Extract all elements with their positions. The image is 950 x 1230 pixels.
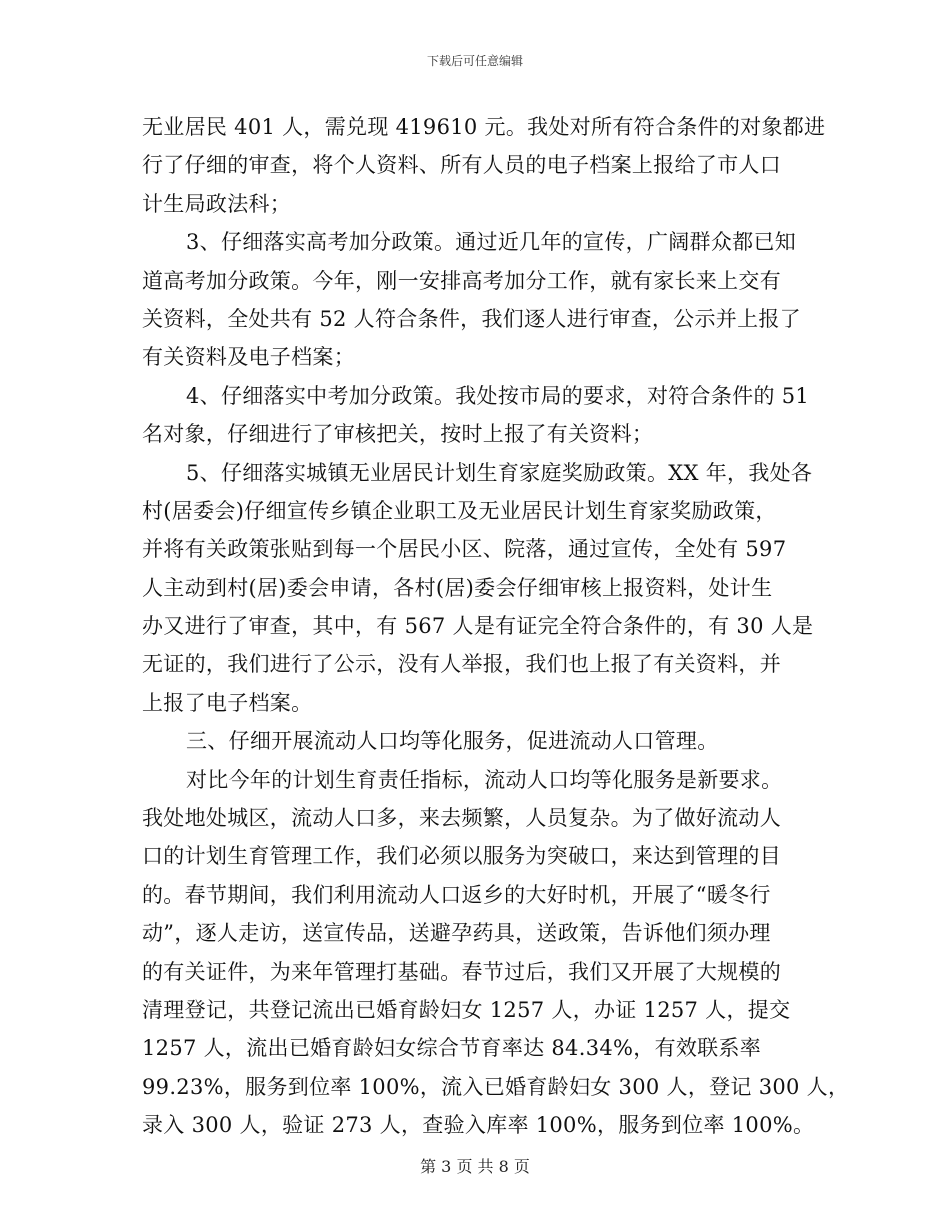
text-line: 1257 人，流出已婚育龄妇女综合节育率达 84.34%，有效联系率 [142,1036,762,1061]
text-line: 我处地处城区，流动人口多，来去频繁，人员复杂。为了做好流动人 [142,806,781,831]
page-header-note: 下载后可任意编辑 [426,54,523,68]
text-line: 计生局政法科； [142,191,292,216]
paragraph-start-line: 3、仔细落实高考加分政策。通过近几年的宣传，广阔群众都已知 [186,230,797,255]
text-line: 清理登记，共登记流出已婚育龄妇女 1257 人，办证 1257 人，提交 [142,997,791,1022]
text-line: 99.23%，服务到位率 100%，流入已婚育龄妇女 300 人，登记 300 人， [142,1074,850,1099]
text-line: 的有关证件，为来年管理打基础。春节过后，我们又开展了大规模的 [142,959,781,984]
text-line: 名对象，仔细进行了审核把关，按时上报了有关资料； [142,422,654,447]
text-line: 人主动到村(居)委会申请，各村(居)委会仔细审核上报资料，处计生 [142,575,773,600]
paragraph-start-line: 对比今年的计划生育责任指标，流动人口均等化服务是新要求。 [186,767,783,792]
text-line: 村(居委会)仔细宣传乡镇企业职工及无业居民计划生育家奖励政策， [142,498,777,523]
text-line: 口的计划生育管理工作，我们必须以服务为突破口，来达到管理的目 [142,844,781,869]
text-line: 无证的，我们进行了公示，没有人举报，我们也上报了有关资料，并 [142,652,781,677]
text-line: 的。春节期间，我们利用流动人口返乡的大好时机，开展了“暖冬行 [142,882,771,907]
page-number-footer: 第 3 页 共 8 页 [420,1157,530,1176]
text-line: 动”，逐人走访，送宣传品，送避孕药具，送政策，告诉他们须办理 [142,921,771,946]
text-line: 无业居民 401 人，需兑现 419610 元。我处对所有符合条件的对象都进 [142,115,826,139]
text-line: 办又进行了审查，其中，有 567 人是有证完全符合条件的，有 30 人是 [142,614,814,639]
text-line: 录入 300 人，验证 273 人，查验入库率 100%，服务到位率 100%。 [142,1113,815,1138]
text-line: 关资料，全处共有 52 人符合条件，我们逐人进行审查，公示并上报了 [142,306,801,331]
paragraph-start-line: 4、仔细落实中考加分政策。我处按市局的要求，对符合条件的 51 [186,383,810,408]
text-line: 道高考加分政策。今年，刚一安排高考加分工作，就有家长来上交有 [142,268,781,293]
section-heading: 三、仔细开展流动人口均等化服务，促进流动人口管理。 [186,729,719,754]
paragraph-start-line: 5、仔细落实城镇无业居民计划生育家庭奖励政策。XX 年，我处各 [186,460,813,485]
text-line: 上报了电子档案。 [142,690,313,715]
text-line: 并将有关政策张贴到每一个居民小区、院落，通过宣传，全处有 597 [142,537,787,562]
document-body [142,108,850,1145]
text-line: 行了仔细的审查，将个人资料、所有人员的电子档案上报给了市人口 [142,153,781,178]
text-line: 有关资料及电子档案； [142,345,355,370]
